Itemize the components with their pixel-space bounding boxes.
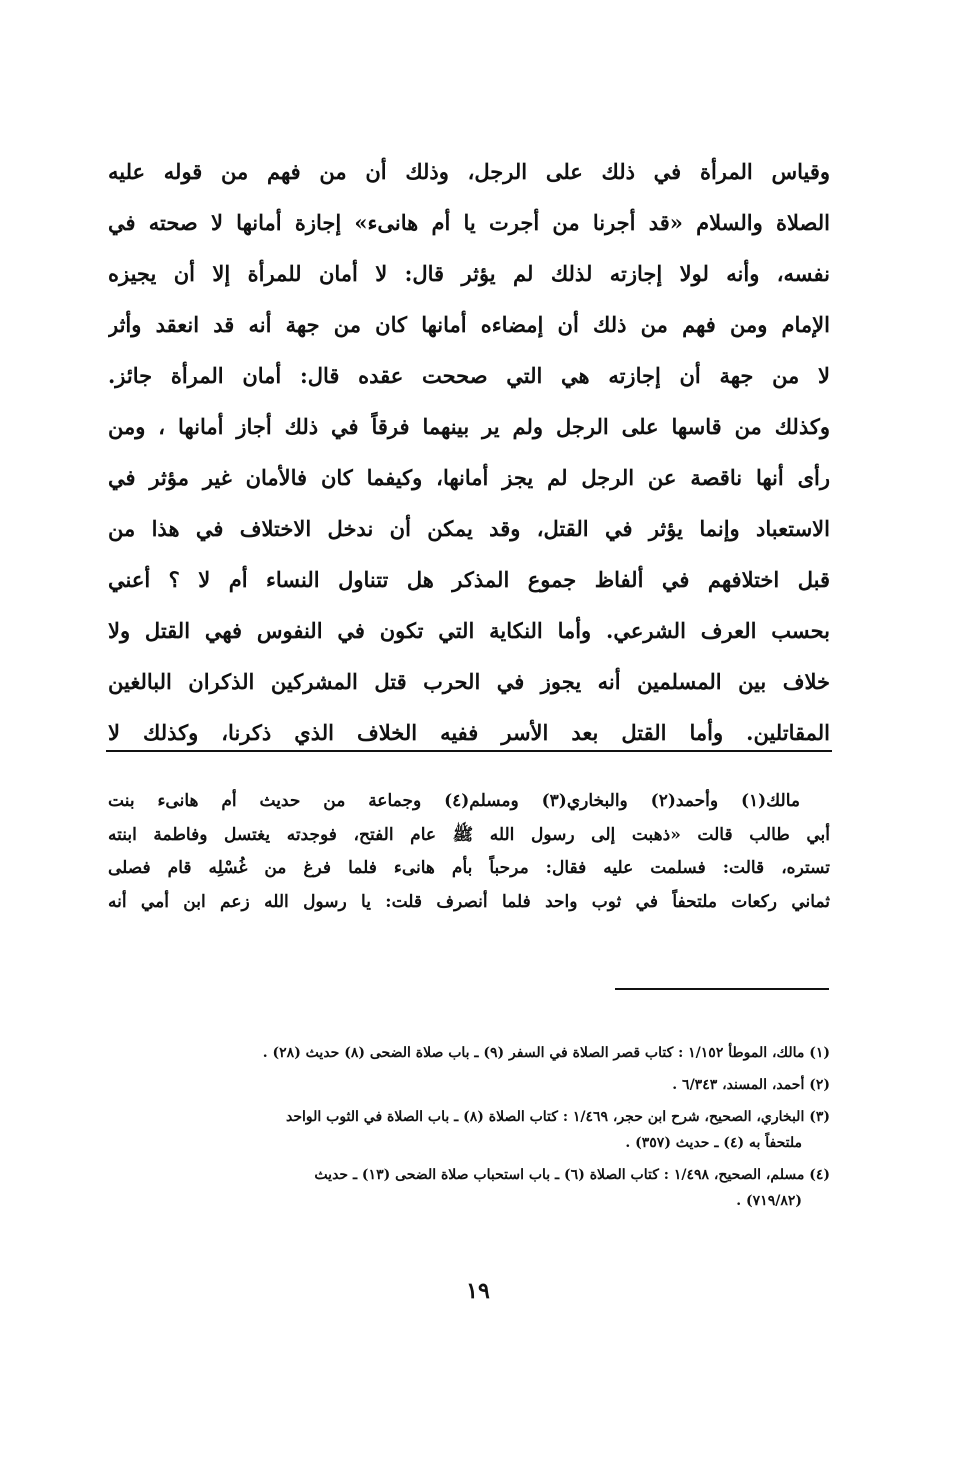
hadith-note (108, 785, 830, 919)
main-text-line: قبل اختلافهم في ألفاظ جموع المذكر هل تتناول النساء أم لا ؟ أعني (108, 567, 830, 592)
footnote-line: (١) مالك، الموطأ ١/١٥٢ : كتاب قصر الصلاة في السفر (٩) ـ باب صلاة الضحى (٨) حديث (٢٨) . (262, 1045, 830, 1061)
main-text-line: خلاف بين المسلمين أنه يجوز في الحرب قتل المشركين الذكران البالغين (108, 669, 830, 694)
hadith-note-line: أبي طالب قالت «ذهبت إلى رسول الله ﷺ عام الفتح، فوجدته يغتسل وفاطمة ابنته (108, 824, 830, 845)
main-text-line: الاستعباد وإنما يؤثر في القتل، وقد يمكن أن ندخل الاختلاف في هذا من (108, 516, 830, 541)
footnote-3 (110, 1104, 830, 1156)
main-text (108, 146, 830, 758)
main-text-line: رأى أنها ناقصة عن الرجل لم يجز أمانها، وكيفما كان فالأمان غير مؤثر في (108, 465, 830, 490)
main-text-line: وقياس المرأة في ذلك على الرجل، وذلك أن من فهم من قوله عليه (108, 159, 830, 184)
main-text-line: الإمام ومن فهم من ذلك أن إمضاءه أمانها كان من جهة أنه قد انعقد وأثر (108, 312, 830, 337)
hadith-note-line: مالك(١) وأحمد(٢) والبخاري(٣) ومسلم(٤) وجماعة من حديث أم هانىء بنت (108, 791, 800, 811)
footnote-line: (٢) أحمد، المسند، ٦/٣٤٣ . (672, 1077, 830, 1093)
main-text-line: وكذلك من قاسها على الرجل ولم ير بينهما فرقاً في ذلك أجاز أمانها ، ومن (108, 414, 830, 439)
footnote-4 (110, 1162, 830, 1214)
main-text-line: نفسه، وأنه لولا إجازته لذلك لم يؤثر قال: لا أمان للمرأة إلا أن يجيزه (108, 261, 830, 286)
footnote-2 (110, 1072, 830, 1098)
hadith-note-line: تستره، قالت: فسلمت عليه فقال: مرحباً بأم هانىء فلما فرغ من غُسْلِه قام فصلى (108, 858, 830, 878)
footnote-line: ملتحفاً به (٤) ـ حديث (٣٥٧) . (625, 1135, 802, 1151)
main-text-line: المقاتلين. وأما القتل بعد الأسر ففيه الخلاف الذي ذكرنا، وكذلك لا (108, 720, 830, 745)
footnotes (110, 1040, 830, 1220)
main-divider (106, 750, 832, 752)
hadith-note-line: ثماني ركعات ملتحفاً في ثوب واحد فلما أنصرف قلت: يا رسول الله زعم ابن أمي أنه (108, 891, 830, 912)
main-text-line: بحسب العرف الشرعي. وأما النكاية التي تكون في النفوس فهي القتل ولا (108, 618, 830, 643)
footnote-1 (110, 1040, 830, 1066)
footnote-line: (٤) مسلم، الصحيح، ١/٤٩٨ : كتاب الصلاة (٦) ـ باب استحباب صلاة الضحى (١٣) ـ حديث (314, 1167, 830, 1183)
main-text-line: لا من جهة أن إجازته هي التي صححت عقده قال: أمان المرأة جائز. (108, 363, 830, 388)
page-number: ١٩ (466, 1278, 490, 1304)
footnote-divider (615, 988, 829, 990)
footnote-line: (٧١٩/٨٢) . (736, 1193, 802, 1209)
footnote-line: (٣) البخاري، الصحيح، شرح ابن حجر، ١/٤٦٩ : كتاب الصلاة (٨) ـ باب الصلاة في الثوب الواحد (285, 1109, 830, 1125)
main-text-line: الصلاة والسلام «قد أجرنا من أجرت يا أم هانىء» إجازة أمانها لا صحته في (108, 210, 830, 235)
